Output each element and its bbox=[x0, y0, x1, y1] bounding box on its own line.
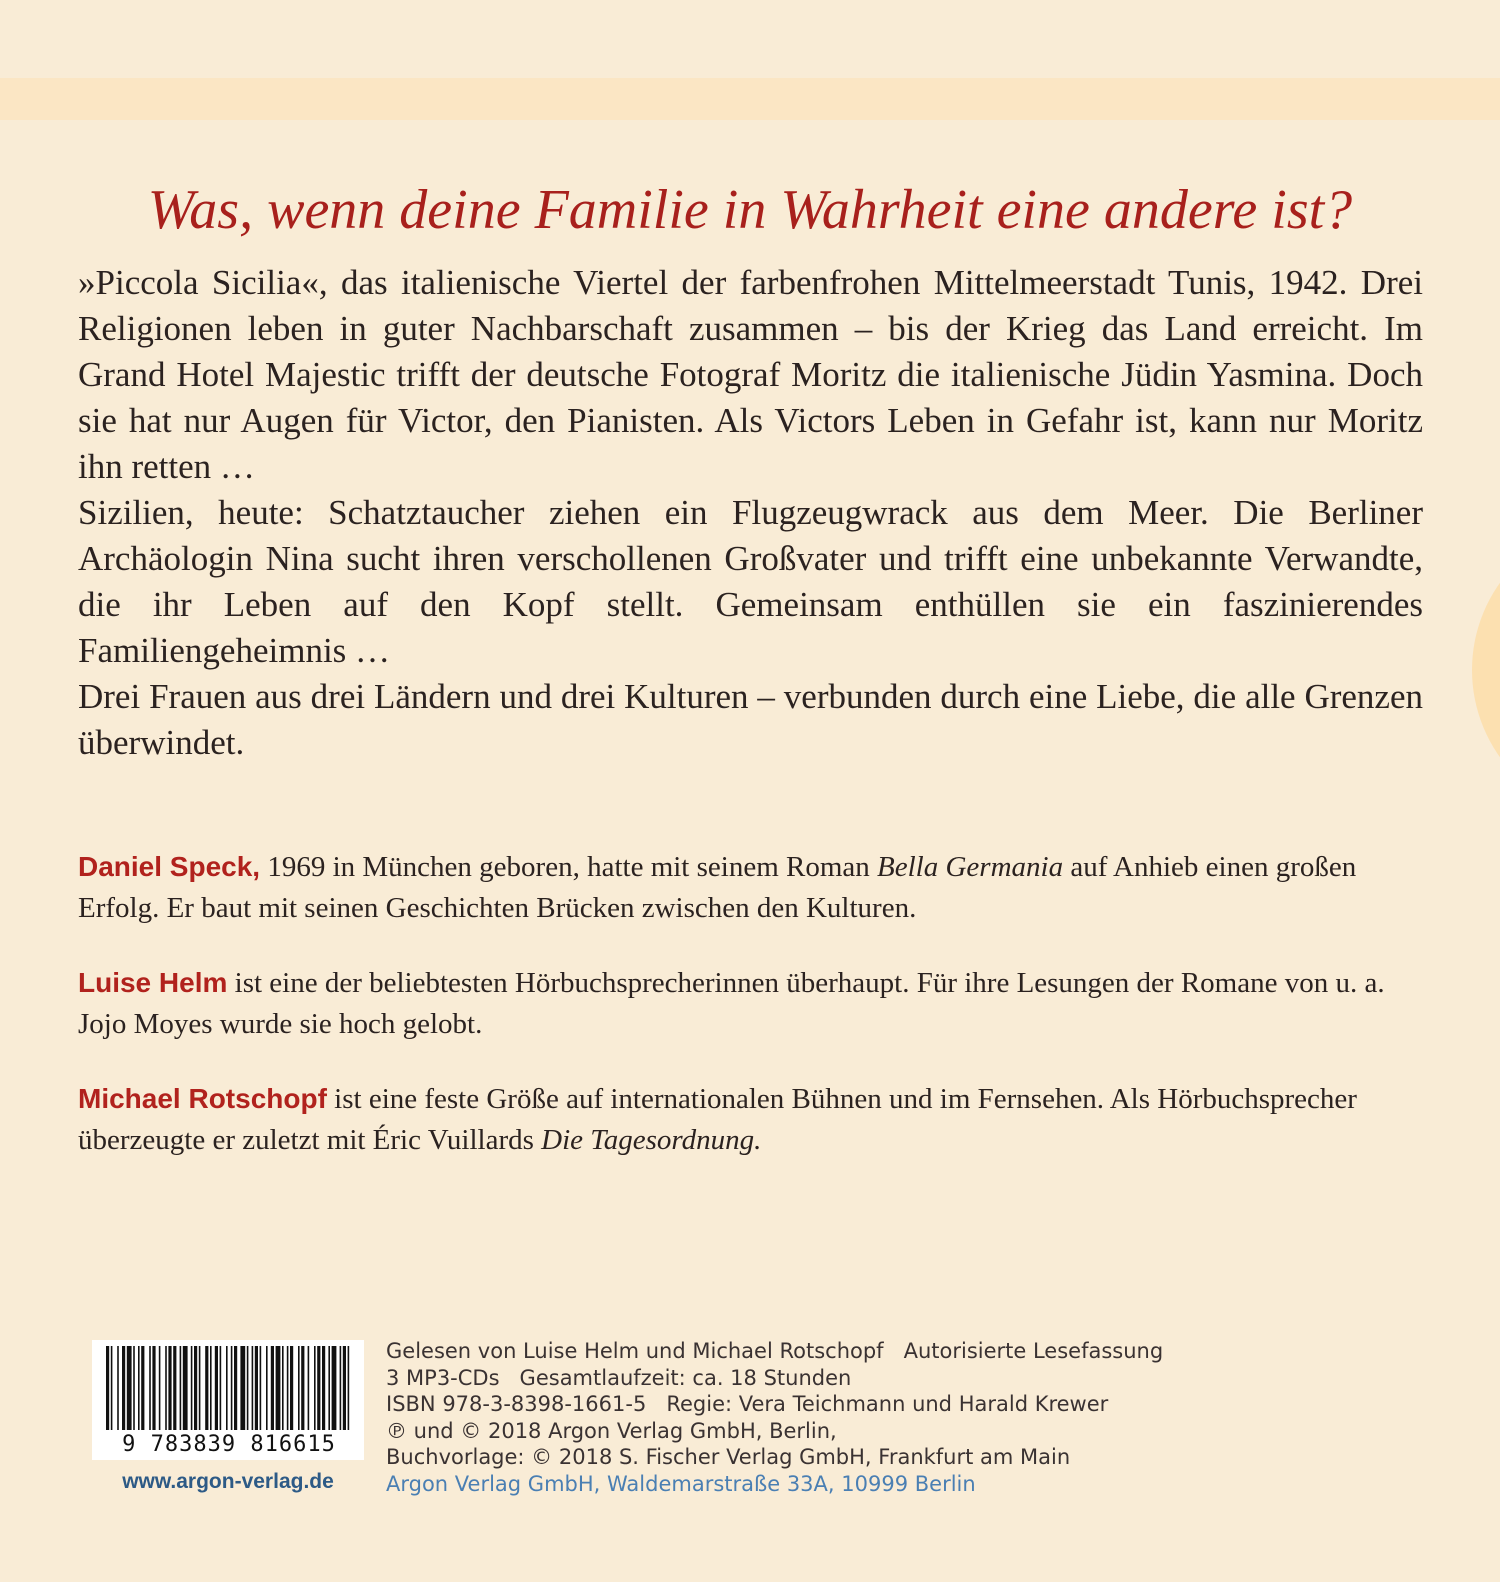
barcode-bar bbox=[191, 1346, 193, 1430]
barcode-bar bbox=[260, 1346, 262, 1430]
barcode-bar bbox=[343, 1346, 346, 1430]
credits-line: ℗ und © 2018 Argon Verlag GmbH, Berlin, bbox=[386, 1418, 837, 1443]
credits-line: Buchvorlage: © 2018 S. Fischer Verlag GmbH, Frankfurt am Main bbox=[386, 1445, 1071, 1469]
barcode-bar bbox=[252, 1346, 254, 1430]
barcode-bar bbox=[149, 1346, 151, 1430]
blurb-paragraph: Drei Frauen aus drei Ländern und drei Kulturen – verbunden durch eine Liebe, die alle Grenzen überwindet. bbox=[78, 677, 1423, 762]
barcode-bar bbox=[322, 1346, 325, 1430]
barcode-bar bbox=[215, 1346, 218, 1430]
narrator-name: Michael Rotschopf bbox=[78, 1083, 327, 1114]
bio-text: 1969 in München geboren, hatte mit seinem Roman bbox=[260, 851, 878, 883]
barcode-bar bbox=[328, 1346, 330, 1430]
barcode-bar bbox=[234, 1346, 237, 1430]
credits-block bbox=[386, 1338, 1386, 1497]
barcode-digits: 9 783839 816615 bbox=[122, 1432, 336, 1457]
barcode-bar bbox=[117, 1346, 119, 1430]
barcode-bar bbox=[247, 1346, 249, 1430]
barcode-bar bbox=[271, 1346, 274, 1430]
barcode-bar bbox=[255, 1346, 258, 1430]
bio-author bbox=[78, 846, 1418, 929]
barcode-bar bbox=[194, 1346, 197, 1430]
book-title: Bella Germania bbox=[877, 851, 1064, 883]
barcode-bar bbox=[138, 1346, 140, 1430]
barcode-bar bbox=[106, 1346, 109, 1430]
credits-line: 3 MP3-CDs Gesamtlaufzeit: ca. 18 Stunden bbox=[386, 1365, 852, 1390]
barcode-bar bbox=[266, 1346, 268, 1430]
barcode-bar bbox=[183, 1346, 188, 1430]
barcode-bar bbox=[111, 1346, 113, 1430]
barcode-bar bbox=[127, 1346, 132, 1430]
barcode-bar bbox=[141, 1346, 144, 1430]
barcode-bars bbox=[92, 1340, 364, 1436]
headline: Was, wenn deine Familie in Wahrheit eine andere ist? bbox=[147, 179, 1353, 241]
barcode-bar bbox=[340, 1346, 342, 1430]
barcode-bar bbox=[276, 1346, 281, 1430]
barcode-bar bbox=[348, 1346, 350, 1430]
bio-text: ist eine feste Größe auf internationalen Bühnen und im Fernsehen. Als Hörbuchsprecher überzeugte er zuletzt mit Éric Vuillards bbox=[78, 1083, 1357, 1156]
barcode-bar bbox=[317, 1346, 320, 1430]
blurb-text bbox=[78, 260, 1423, 766]
barcode-bar bbox=[122, 1346, 125, 1430]
bio-text: auf Anhieb einen großen Erfolg. Er baut mit seinen Geschichten Brücken zwischen den Kulturen. bbox=[78, 851, 1357, 924]
barcode-bar bbox=[173, 1346, 176, 1430]
barcode-bar bbox=[226, 1346, 228, 1430]
blurb-paragraph: »Piccola Sicilia«, das italienische Viertel der farbenfrohen Mittelmeerstadt Tunis, 1942. Drei Religionen leben in guter Nachbarschaft zusammen – bis der Krieg das Land erreicht. Im Grand Hotel Majestic trifft der deutsche Fotograf Moritz die italienische Jüdin Yasmina. Doch sie hat nur Augen für Victor, den Pianisten. Als Victors Leben in Gefahr ist, kann nur Moritz ihn retten … bbox=[78, 263, 1423, 486]
website-link[interactable]: www.argon-verlag.de bbox=[122, 1470, 334, 1493]
credits-line: ISBN 978-3-8398-1661-5 Regie: Vera Teichmann und Harald Krewer bbox=[386, 1392, 1109, 1416]
barcode-bar bbox=[152, 1346, 155, 1430]
barcode-bar bbox=[287, 1346, 289, 1430]
book-title: Die Tagesordnung. bbox=[541, 1124, 762, 1156]
barcode-bar bbox=[180, 1346, 182, 1430]
bio-narrator-1 bbox=[78, 962, 1418, 1045]
barcode bbox=[92, 1340, 364, 1460]
barcode-bar bbox=[314, 1346, 316, 1430]
barcode-bar bbox=[282, 1346, 284, 1430]
barcode-bar bbox=[332, 1346, 337, 1430]
barcode-bar bbox=[301, 1346, 304, 1430]
narrator-name: Luise Helm bbox=[78, 967, 228, 998]
barcode-bar bbox=[298, 1346, 300, 1430]
credits-line: Gelesen von Luise Helm und Michael Rotschopf Autorisierte Lesefassung bbox=[386, 1339, 1164, 1363]
barcode-bar bbox=[159, 1346, 161, 1430]
barcode-bar bbox=[210, 1346, 212, 1430]
barcode-bar bbox=[133, 1346, 135, 1430]
barcode-bar bbox=[220, 1346, 222, 1430]
bio-text: ist eine der beliebtesten Hörbuchsprecherinnen überhaupt. Für ihre Lesungen der Romane von u. a. Jojo Moyes wurde sie hoch gelobt. bbox=[78, 967, 1385, 1040]
barcode-bar bbox=[240, 1346, 245, 1430]
barcode-bar bbox=[290, 1346, 293, 1430]
decorative-arc bbox=[1472, 520, 1500, 820]
bio-narrator-2 bbox=[78, 1078, 1418, 1161]
barcode-bar bbox=[308, 1346, 310, 1430]
top-decorative-band bbox=[0, 78, 1500, 120]
barcode-bar bbox=[199, 1346, 201, 1430]
barcode-bar bbox=[165, 1346, 167, 1430]
barcode-bar bbox=[168, 1346, 171, 1430]
barcode-bar bbox=[231, 1346, 233, 1430]
barcode-bar bbox=[205, 1346, 208, 1430]
publisher-address: Argon Verlag GmbH, Waldemarstraße 33A, 10999 Berlin bbox=[386, 1471, 976, 1496]
author-name: Daniel Speck, bbox=[78, 851, 261, 882]
blurb-paragraph: Sizilien, heute: Schatztaucher ziehen ein Flugzeugwrack aus dem Meer. Die Berliner Archäologin Nina sucht ihren verschollenen Großvater und trifft eine unbekannte Verwandte, die ihr Leben auf den Kopf stellt. Gemeinsam enthüllen sie ein faszinierendes Familiengeheimnis … bbox=[78, 493, 1423, 670]
